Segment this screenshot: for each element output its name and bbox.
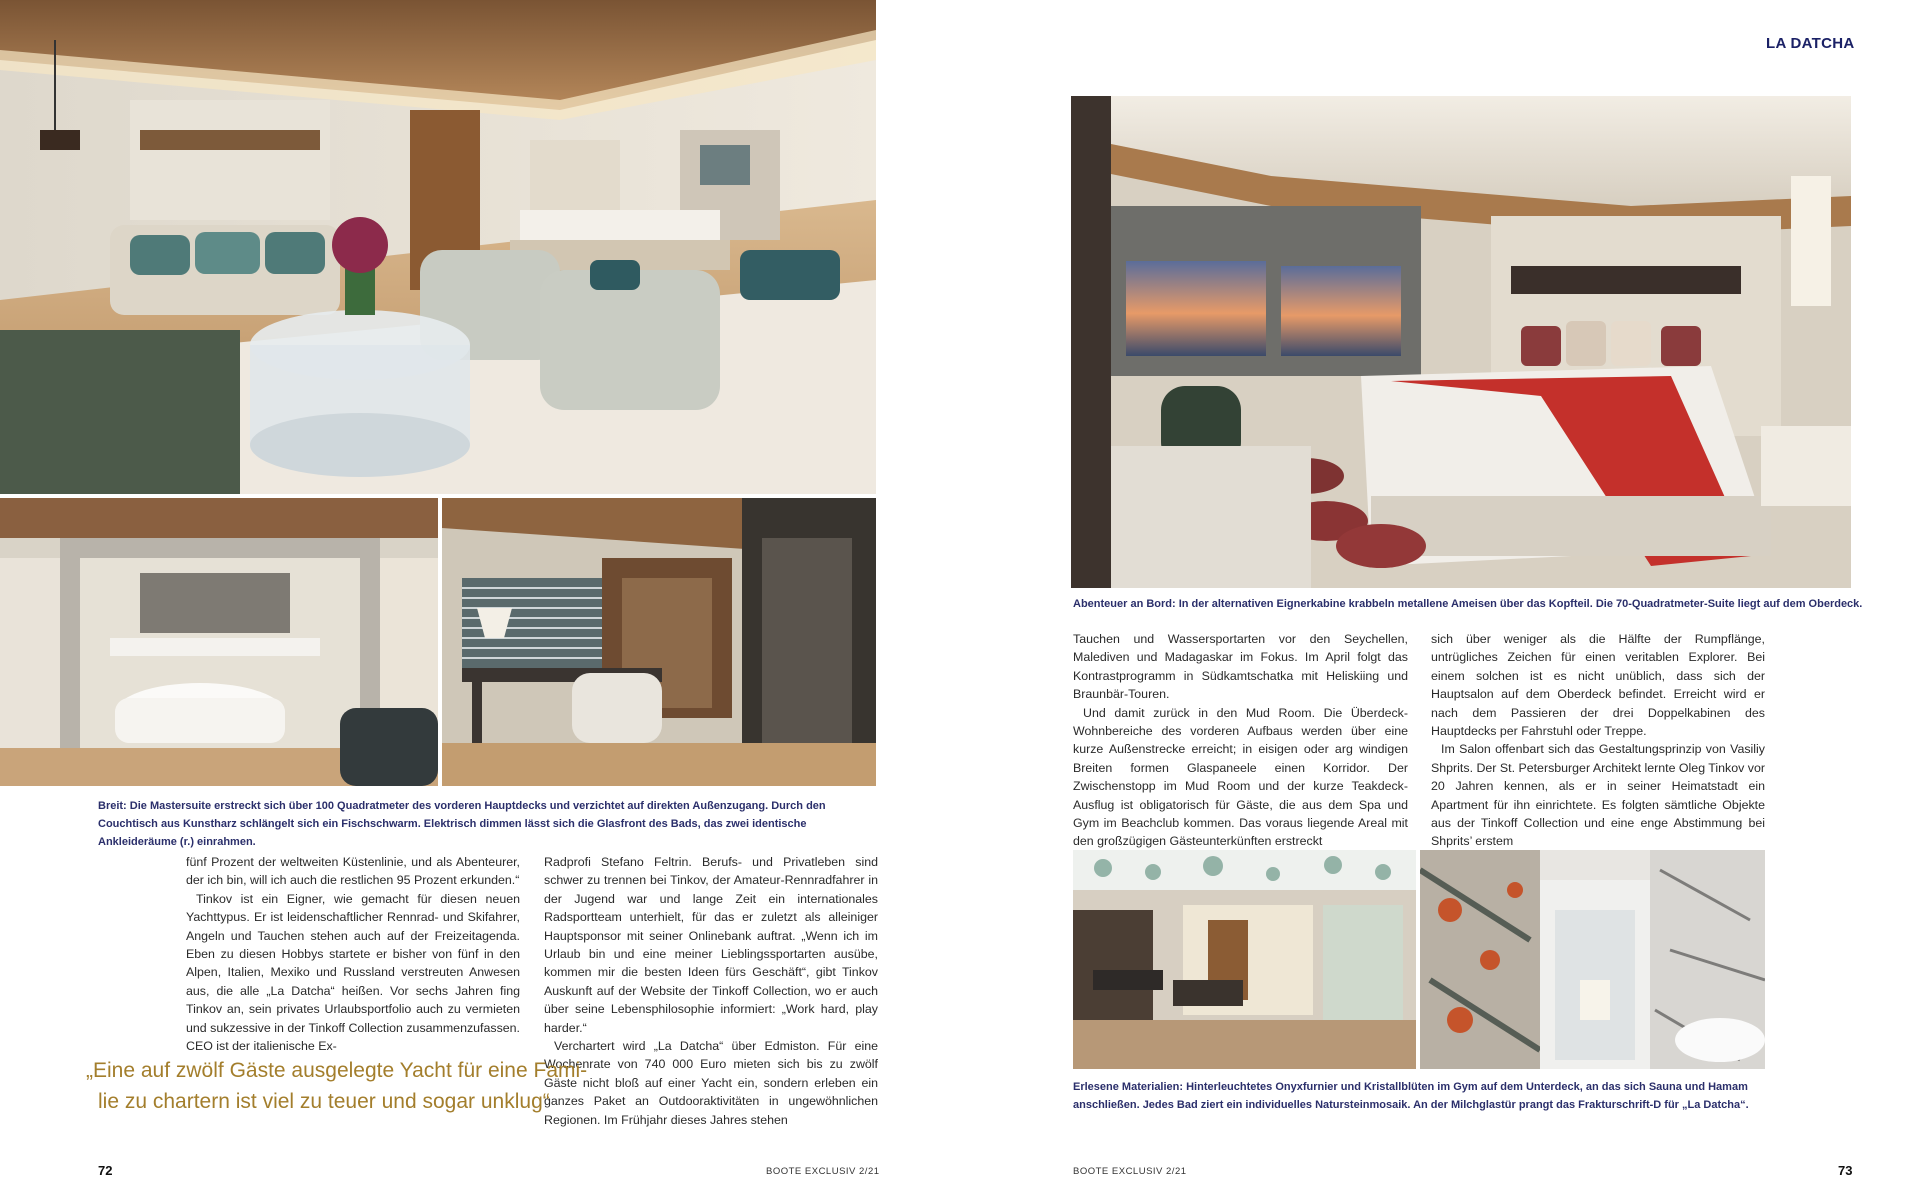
photo-bathroom-mosaic [1420,850,1765,1069]
pull-quote [86,1055,646,1117]
photo-alternative-owner-cabin [1071,96,1851,588]
page-number-left: 72 [98,1163,113,1178]
page-number-right: 73 [1838,1163,1853,1178]
photo-dressing-room-desk [442,498,876,786]
magazine-footer-left: BOOTE EXCLUSIV 2/21 [766,1166,880,1177]
paragraph: sich über weniger als die Hälfte der Rumpflänge, untrügliches Zeichen für einen veritablen Explorer. Bei einem solchen ist es nicht unüblich, dass sich der Hauptsalon auf dem Oberdeck befindet. Erreicht wird er nach dem Passieren der drei Doppelkabinen des Hauptdecks per Fahrstuhl oder Treppe. [1431,632,1765,739]
left-photo-caption: Breit: Die Mastersuite erstreckt sich über 100 Quadratmeter des vorderen Hauptdecks und verzichtet auf direkten Außenzugang. Durch den Couchtisch aus Kunstharz schlängelt sich ein Fischschwarm. Elektrisch dimmen lässt sich die Glasfront des Bads, das zwei identische Ankleideräume (r.) einrahmen. [98,800,826,848]
paragraph: Und damit zurück in den Mud Room. Die Überdeck-Wohnbereiche des vorderen Aufbaus werden über eine kurze Außenstrecke erreicht; in eisigen oder arg windigen Breiten formen Glaspaneele einen Korridor. Der Zwischenstopp im Mud Room und der kurze Teakdeck-Ausflug ist obligatorisch für Gäste, die aus dem Spa und Gym im Beachclub kommen. Das voraus liegende Areal mit den großzügigen Gästeunterkünften erstreckt [1073,705,1408,849]
paragraph: Tauchen und Wassersportarten vor den Seychellen, Malediven und Madagaskar im Fokus. Im April folgt das Kontrastprogramm in Südkamtschatka mit Heliskiing und Braunbär-Touren. [1073,632,1408,702]
right-text-column-2 [1431,630,1765,851]
right-bottom-photo-caption: Erlesene Materialien: Hinterleuchtetes Onyxfurnier und Kristallblüten im Gym auf dem Unterdeck, an das sich Sauna und Hamam anschließen. Jedes Bad ziert ein individuelles Natursteinmosaik. An der Milchglastür prangt das Frakturschrift-D für „La Datcha“. [1073,1081,1749,1111]
right-top-photo-caption: Abenteuer an Bord: In der alternativen Eignerkabine krabbeln metallene Ameisen über das Kopfteil. Die 70-Quadratmeter-Suite liegt auf dem Oberdeck. [1073,598,1863,610]
paragraph: Radprofi Stefano Feltrin. Berufs- und Privatleben sind schwer zu trennen bei Tinkov, der Amateur-Rennradfahrer in der Jugend war und lange Zeit ein internationales Radsportteam unterhielt, für das er zuletzt als alleiniger Hauptsponsor mit seiner Onlinebank auftrat. „Wenn ich im Urlaub bin und eine meiner Lieblingssportarten ausübe, kommen mir die besten Ideen fürs Geschäft“, gibt Tinkov Auskunft auf der Website der Tinkoff Collection, wo er auch über seine Lebensphilosophie informiert: „Work hard, play harder.“ [544,855,878,1035]
right-text-column-1 [1073,630,1408,851]
left-text-column-1 [186,853,520,1055]
magazine-footer-right: BOOTE EXCLUSIV 2/21 [1073,1166,1187,1177]
pull-quote-line: „Eine auf zwölf Gäste ausgelegte Yacht für eine Fami- [86,1059,588,1082]
photo-master-bathroom [0,498,438,786]
photo-master-suite-lounge [0,0,876,494]
pull-quote-line: lie zu chartern ist viel zu teuer und sogar unklug“ [98,1090,550,1113]
paragraph: Im Salon offenbart sich das Gestaltungsprinzip von Vasiliy Shprits. Der St. Petersburger Architekt lernte Oleg Tinkov vor 20 Jahren kennen, als er in seiner Heimatstadt ein Apartment für ihn einrichtete. Es folgten sämtliche Objekte aus der Tinkoff Collection und eine enge Abstimmung bei Shprits’ erstem [1431,742,1765,849]
photo-gym [1073,850,1416,1069]
paragraph: fünf Prozent der weltweiten Küstenlinie, und als Abenteurer, der ich bin, will ich auch die restlichen 95 Prozent erkunden.“ [186,855,520,888]
paragraph: Verchartert wird „La Datcha“ über Edmiston. Für eine Wochenrate von 740 000 Euro mieten sich bis zu zwölf Gäste nicht bloß auf einer Yacht ein, sondern erleben ein ganzes Paket an Outdooraktivitäten in ungewöhnlichen Regionen. Im Frühjahr dieses Jahres stehen [544,1039,878,1127]
section-title: LA DATCHA [1766,35,1855,52]
paragraph: Tinkov ist ein Eigner, wie gemacht für diesen neuen Yachttypus. Er ist leidenschaftlicher Rennrad- und Skifahrer, Angeln und Tauchen stehen auch auf der Freizeitagenda. Eben zu diesen Hobbys startete er bisher von fünf in den Alpen, Italien, Mexiko und Russland verstreuten Anwesen aus, die alle „La Datcha“ heißen. Vor sechs Jahren fing Tinkov an, sein privates Urlaubsportfolio auch zu vermieten und sukzessive in der Tinkoff Collection zusammenzufassen. CEO ist der italienische Ex- [186,891,520,1054]
